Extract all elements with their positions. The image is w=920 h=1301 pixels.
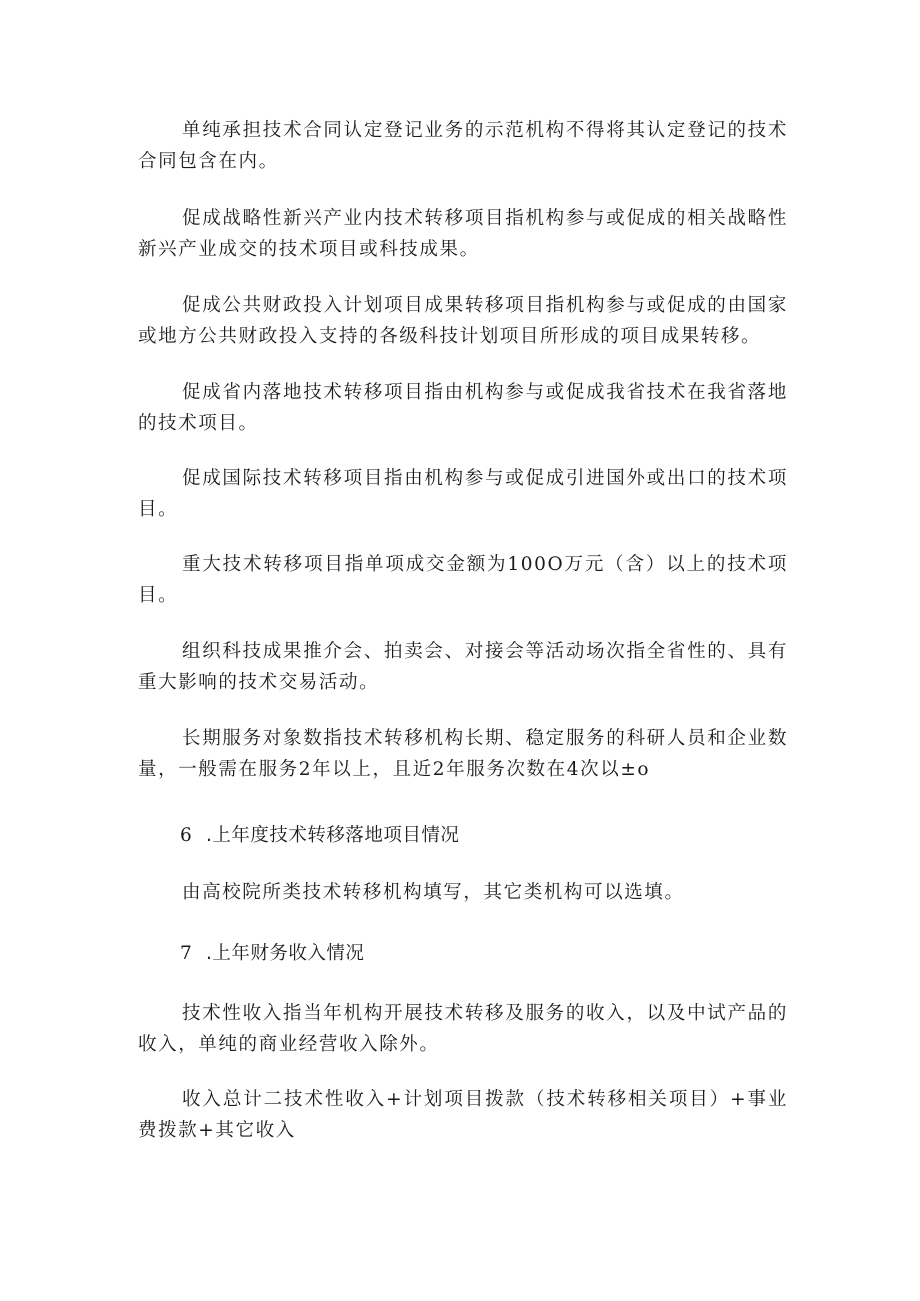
paragraph-international: 促成国际技术转移项目指由机构参与或促成引进国外或出口的技术项目。 xyxy=(138,468,788,520)
section-6-title: .上年度技术转移落地项目情况 xyxy=(206,825,460,846)
section-7-body-income-total: 收入总计二技术性收入+计划项目拨款（技术转移相关项目）+事业费拨款+其它收入 xyxy=(138,1089,788,1141)
section-7-title: .上年财务收入情况 xyxy=(206,943,365,964)
paragraph-major-project: 重大技术转移项目指单项成交金额为100O万元（含）以上的技术项目。 xyxy=(138,554,788,606)
section-7-number: 7 xyxy=(180,943,193,964)
paragraph-in-province: 促成省内落地技术转移项目指由机构参与或促成我省技术在我省落地的技术项目。 xyxy=(138,382,788,434)
section-6-number: 6 xyxy=(180,825,193,846)
paragraph-strategic-industry: 促成战略性新兴产业内技术转移项目指机构参与或促成的相关战略性新兴产业成交的技术项目或科技成果。 xyxy=(138,208,788,260)
section-7-body-technical-income: 技术性收入指当年机构开展技术转移及服务的收入，以及中试产品的收入，单纯的商业经营收入除外。 xyxy=(138,1003,788,1055)
section-7-heading xyxy=(180,940,364,968)
paragraph-demo-institution: 单纯承担技术合同认定登记业务的示范机构不得将其认定登记的技术合同包含在内。 xyxy=(138,120,788,172)
section-6-heading xyxy=(180,822,459,850)
section-6-body: 由高校院所类技术转移机构填写，其它类机构可以选填。 xyxy=(182,882,685,903)
paragraph-public-finance: 促成公共财政投入计划项目成果转移项目指机构参与或促成的由国家或地方公共财政投入支持的各级科技计划项目所形成的项目成果转移。 xyxy=(138,295,788,347)
paragraph-long-term-clients: 长期服务对象数指技术转移机构长期、稳定服务的科研人员和企业数量，一般需在服务2年以上，且近2年服务次数在4次以±o xyxy=(138,728,788,780)
paragraph-events: 组织科技成果推介会、拍卖会、对接会等活动场次指全省性的、具有重大影响的技术交易活动。 xyxy=(138,641,788,693)
